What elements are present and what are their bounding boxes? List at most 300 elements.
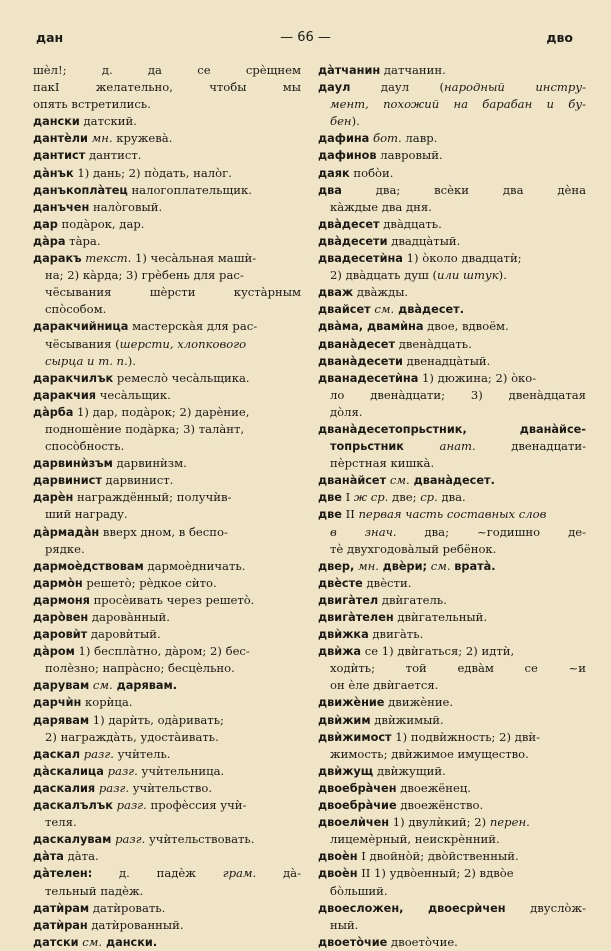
definition-text: двое, вдвоём.	[423, 319, 509, 334]
label-italic: мн.	[354, 558, 379, 573]
entry-line	[318, 524, 586, 541]
entry-line	[33, 729, 301, 746]
definition-text: просѐивать через решетò.	[89, 592, 255, 607]
entry-line	[33, 370, 301, 387]
entry-line	[318, 865, 586, 882]
headword: даяк	[318, 166, 350, 180]
entry-line	[33, 113, 301, 130]
definition-text: 1) бесплàтно, дàром; 2) бес-	[74, 644, 250, 659]
entry-line	[318, 558, 586, 575]
page-header	[0, 30, 611, 52]
entry-line	[318, 489, 586, 506]
entry-line	[318, 96, 586, 113]
definition-text: корѝца.	[81, 695, 133, 710]
definition-text: двàжды.	[353, 285, 409, 300]
definition-text: датский.	[79, 114, 137, 129]
label-italic: мент, похожий на барабан и бу-	[330, 97, 586, 112]
definition-text: ).	[127, 353, 136, 368]
definition-text: мастерскàя для рас-	[128, 319, 258, 334]
label-italic: народный инстру-	[444, 80, 586, 95]
definition-text: 1) дань; 2) пòдать, налòг.	[73, 165, 232, 180]
entry-line	[318, 541, 586, 558]
headword: дар	[33, 217, 58, 231]
label-italic: бен	[330, 114, 352, 129]
headword: дàра	[33, 234, 66, 248]
definition-text: I двойнòй; двòйственный.	[357, 849, 519, 864]
headword: дàскалица	[33, 764, 104, 778]
entry-line	[33, 301, 301, 318]
definition-text: двигàть.	[368, 627, 424, 642]
label-italic: в знач.	[330, 524, 397, 539]
headword: дарявам	[33, 713, 90, 727]
headword: дарчѝн	[33, 696, 82, 710]
headword: двигàтел	[318, 593, 379, 607]
entry-line	[318, 353, 586, 370]
headword: даскал	[33, 747, 81, 761]
entry-line	[318, 472, 586, 489]
definition-text: двуслòж-	[505, 900, 586, 915]
definition-text: датчанин.	[380, 63, 446, 77]
definition-text: теля.	[45, 815, 77, 830]
entry-line	[318, 284, 586, 301]
headword: дàтчанин	[318, 64, 381, 77]
entry-line	[33, 506, 301, 523]
entry-line	[318, 780, 586, 797]
headword: дàрба	[33, 405, 74, 419]
entry-line	[318, 79, 586, 96]
definition-text: подношѐние подàрка; 3) талàнт,	[45, 421, 245, 436]
entry-line	[318, 609, 586, 626]
definition-text: жимость; двѝжимое имущество.	[330, 746, 529, 761]
definition-text: вверх дном, в беспо-	[99, 524, 228, 539]
headword: двѝжущ	[318, 764, 374, 778]
headword: двоебрàчен	[318, 781, 397, 795]
entry-line	[318, 182, 586, 199]
definition-text: движѐние.	[384, 695, 454, 710]
headword: даскалувам	[33, 833, 112, 847]
entry-line	[33, 489, 301, 506]
entry-line	[318, 506, 586, 523]
entry-line	[33, 934, 301, 951]
definition-text: подàрок, дар.	[57, 216, 145, 231]
headword: дàрмадàн	[33, 525, 100, 539]
definition-text: учѝтельствовать.	[145, 832, 255, 847]
headword: дарвинист	[33, 474, 102, 488]
definition-text: двоежёнец.	[396, 780, 471, 795]
headword: дванàйсе-	[519, 422, 586, 436]
definition-text: дантист.	[85, 148, 142, 163]
entry-line	[33, 712, 301, 729]
headword: датѝрам	[33, 901, 90, 915]
entry-line	[318, 370, 586, 387]
headword: дàнък	[33, 166, 74, 180]
entry-line	[318, 421, 586, 438]
definition-text: учѝтельница.	[137, 763, 225, 778]
entry-line	[33, 62, 301, 79]
entry-line	[33, 797, 301, 814]
definition-text: учѝтельство.	[129, 780, 213, 795]
headword: дванадесетѝна	[318, 371, 419, 385]
headword: дармòн	[33, 576, 83, 590]
definition-text: II	[341, 507, 359, 522]
entry-line	[318, 694, 586, 711]
definition-text: двѝжимый.	[370, 712, 444, 727]
definition-text: даровàнный.	[88, 610, 170, 624]
definition-text: чёсывания (	[45, 336, 120, 351]
headword: топрьстник	[330, 440, 404, 454]
entry-line	[33, 643, 301, 660]
headword: двàма, двамѝна	[318, 320, 424, 334]
headword: две	[318, 491, 342, 505]
label-italic: разг.	[103, 763, 138, 778]
headword: дафина	[318, 132, 370, 146]
entry-line	[33, 182, 301, 199]
definition-text: ный.	[330, 917, 359, 932]
definition-text: 1) òколо двадцатѝ;	[402, 251, 522, 266]
entry-line	[33, 472, 301, 489]
headword: движѐние	[318, 696, 385, 710]
definition-text: ).	[498, 268, 507, 283]
headword: двѝжка	[318, 628, 369, 642]
label-italic: мн.	[87, 131, 113, 146]
entry-line	[33, 592, 301, 609]
definition-text: две;	[388, 490, 421, 505]
headword: даровѝт	[33, 628, 88, 642]
entry-line	[33, 694, 301, 711]
entry-line	[33, 165, 301, 182]
definition-text: 1) дарѝть, одàривать;	[89, 712, 224, 727]
headword: дванàдесетопрьстник,	[318, 422, 467, 436]
definition-text: два; всѐки два дѐна	[341, 182, 586, 197]
entry-line	[318, 626, 586, 643]
headword: двàдесет	[318, 217, 380, 231]
entry-line	[33, 917, 301, 934]
headword: двѐри;	[382, 559, 428, 573]
entry-line	[318, 917, 586, 934]
header-left-guide-word: дан	[36, 30, 64, 45]
definition-text: дармоѐдничать.	[143, 558, 246, 573]
entry-line	[33, 284, 301, 301]
definition-text: I	[341, 490, 354, 505]
definition-text: ходѝть; той едвàм се ~и	[330, 661, 586, 676]
headword: дванàдесети	[318, 354, 403, 368]
definition-text: датѝрованный.	[87, 917, 184, 932]
entry-line	[33, 233, 301, 250]
definition-text: кàждые два дня.	[330, 199, 432, 214]
entry-line	[33, 626, 301, 643]
label-italic: сырца и т. п.	[45, 353, 128, 368]
definition-text	[467, 422, 520, 436]
entry-line	[33, 763, 301, 780]
entry-line	[33, 267, 301, 284]
entry-line	[318, 592, 586, 609]
label-italic: грам.	[222, 866, 257, 881]
headword: даракчийница	[33, 320, 129, 334]
entry-line	[33, 387, 301, 404]
entry-line	[33, 130, 301, 147]
definition-text: ший награду.	[45, 507, 128, 522]
entry-line	[33, 318, 301, 335]
label-italic: перен.	[489, 815, 530, 830]
definition-text: рядке.	[45, 541, 85, 556]
entry-line	[318, 318, 586, 335]
entry-line	[33, 147, 301, 164]
headword: двѐсте	[318, 576, 363, 590]
definition-text: профѐссия учѝ-	[146, 798, 247, 813]
definition-text: двоежёнство.	[396, 798, 484, 813]
label-italic: см.	[370, 302, 395, 317]
entry-line	[318, 746, 586, 763]
headword: двоесрѝчен	[427, 901, 506, 915]
entry-line	[318, 267, 586, 284]
headword: дванàдесет	[318, 337, 396, 351]
definition-text: двѝгатель.	[378, 592, 447, 607]
entry-line	[33, 558, 301, 575]
headword: дарѐн	[33, 491, 74, 505]
entry-line	[318, 455, 586, 472]
headword: двоѐн	[318, 867, 358, 881]
entry-line	[33, 814, 301, 831]
definition-text: даул (	[350, 80, 445, 95]
definition-text: ).	[351, 114, 360, 129]
label-italic: анат.	[403, 439, 476, 454]
headword: дантѐли	[33, 132, 88, 146]
entry-line	[318, 575, 586, 592]
entry-line	[318, 660, 586, 677]
entry-line	[33, 900, 301, 917]
entry-line	[33, 79, 301, 96]
entry-line	[318, 763, 586, 780]
definition-text: на; 2) кàрда; 3) грѐбень для рас-	[45, 268, 244, 283]
entry-line	[33, 96, 301, 113]
definition-text: 2) награждàть, удостàивать.	[45, 729, 219, 744]
definition-text: 1) подвѝжность; 2) двѝ-	[391, 729, 541, 744]
entry-line	[318, 729, 586, 746]
entry-line	[318, 438, 586, 455]
headword: дански	[33, 115, 80, 129]
headword: две	[318, 508, 342, 522]
headword: даскалълък	[33, 799, 113, 813]
definition-text: налòговый.	[89, 199, 163, 214]
entry-line	[318, 814, 586, 831]
definition-text: лавровый.	[376, 148, 443, 163]
label-italic: разг.	[111, 832, 146, 847]
definition-text: двоетòчие.	[387, 934, 458, 949]
definition-text: кружевà.	[112, 131, 173, 146]
definition-text: II 1) удвòенный; 2) вдвòе	[357, 866, 514, 881]
definition-text: дòля.	[330, 404, 363, 419]
headword: дантист	[33, 149, 86, 163]
entry-line	[33, 575, 301, 592]
entry-line	[33, 216, 301, 233]
headword: дванàдесет.	[409, 474, 495, 488]
headword: дарявам.	[112, 679, 178, 693]
entry-line	[318, 831, 586, 848]
label-italic: разг.	[112, 798, 147, 813]
entry-line	[318, 113, 586, 130]
left-column	[33, 62, 301, 951]
entry-line	[318, 643, 586, 660]
entry-line	[318, 62, 586, 79]
headword: двѝжа	[318, 645, 362, 659]
entry-line	[33, 677, 301, 694]
label-italic: первая часть составных слов	[358, 507, 547, 522]
definition-text: двàдцать.	[379, 216, 442, 231]
definition-text: чесàльщик.	[96, 387, 171, 402]
entry-line	[318, 216, 586, 233]
entry-line	[318, 677, 586, 694]
headword: двàдесети	[318, 234, 388, 248]
entry-line	[318, 404, 586, 421]
definition-text: дарвинист.	[101, 473, 174, 488]
headword: датѝран	[33, 918, 88, 932]
definition-text: два.	[437, 490, 466, 505]
entry-line	[318, 848, 586, 865]
definition-text: се 1) двѝгаться; 2) идтѝ,	[361, 644, 515, 659]
definition-text: д. падѐж	[92, 866, 223, 881]
definition-text: двѝгательный.	[393, 610, 488, 624]
definition-text: полѐзно; напрàсно; бесцѐльно.	[45, 661, 235, 676]
headword: двѝжим	[318, 713, 371, 727]
definition-text: лицемѐрный, неискрѐнний.	[330, 832, 500, 847]
definition-text: побòи.	[349, 165, 394, 180]
headword: дваж	[318, 286, 354, 300]
definition-text: двенàдцать.	[395, 336, 472, 351]
headword: данъкоплàтец	[33, 183, 128, 197]
definition-text: дарвинѝзм.	[112, 456, 187, 471]
entry-line	[33, 831, 301, 848]
entry-line	[318, 199, 586, 216]
headword: двадесетѝна	[318, 252, 403, 266]
page-number: — 66 —	[280, 30, 331, 45]
definition-text: датѝровать.	[89, 900, 166, 915]
headword: двѝжимост	[318, 730, 392, 744]
entry-line	[33, 541, 301, 558]
entry-line	[33, 353, 301, 370]
definition-text: шѐл!; д. да се срѐщнем	[33, 63, 301, 77]
entry-line	[33, 609, 301, 626]
label-italic: разг.	[95, 780, 130, 795]
label-italic: см.	[78, 934, 103, 949]
label-italic: см.	[386, 473, 410, 488]
headword: два	[318, 183, 342, 197]
definition-text: 1) двулѝкий; 2)	[389, 815, 490, 830]
entry-line	[318, 233, 586, 250]
definition-text: спосòбность.	[45, 439, 125, 454]
entry-line	[33, 455, 301, 472]
headword: вратà.	[454, 559, 496, 573]
entry-line	[33, 524, 301, 541]
headword: двер,	[318, 559, 355, 573]
headword: дарòвен	[33, 611, 89, 624]
definition-text: пѐрстная кишкà.	[330, 456, 435, 471]
definition-text: он ѐле двѝгается.	[330, 678, 439, 693]
definition-text: 1) чесàльная машѝ-	[131, 251, 257, 266]
right-column	[318, 62, 586, 951]
definition-text: 1) дар, подàрок; 2) дарѐние,	[73, 404, 250, 419]
headword: данъчен	[33, 200, 90, 214]
entry-line	[33, 883, 301, 900]
label-italic: ж	[353, 490, 368, 505]
entry-line	[318, 712, 586, 729]
definition-text: тàра.	[65, 233, 101, 248]
headword: дарувам	[33, 679, 90, 693]
label-italic: текст.	[81, 251, 132, 266]
definition-text: два; ~годишно де-	[396, 524, 586, 539]
headword: двоѐн	[318, 850, 358, 864]
headword: двàдесет.	[394, 303, 465, 317]
label-italic: или штук	[437, 268, 499, 283]
entry-line	[318, 130, 586, 147]
entry-line	[33, 404, 301, 421]
definition-text: дàта.	[63, 849, 99, 864]
label-italic: ср.	[420, 490, 438, 505]
headword: дàром	[33, 645, 75, 659]
entry-line	[318, 797, 586, 814]
headword: дански.	[102, 935, 158, 949]
entry-line	[33, 336, 301, 353]
definition-text: тельный падѐж.	[45, 883, 144, 898]
definition-text: лавр.	[401, 131, 438, 146]
label-italic: см.	[430, 558, 451, 573]
label-italic: шерсти, хлопкового	[119, 336, 247, 351]
entry-line	[33, 421, 301, 438]
definition-text: даровѝтый.	[87, 627, 161, 642]
entry-line	[318, 387, 586, 404]
headword: двоебрàчие	[318, 799, 397, 813]
headword: дармоня	[33, 593, 90, 607]
entry-line	[33, 199, 301, 216]
entry-line	[318, 336, 586, 353]
headword: дарвинѝзъм	[33, 457, 113, 471]
label-italic: разг.	[80, 746, 114, 761]
definition-text: 1) дюжина; 2) òко-	[418, 370, 537, 385]
definition-text: спòсобом.	[45, 302, 107, 317]
headword: дàтелен:	[33, 867, 93, 881]
headword: даракъ	[33, 252, 82, 266]
definition-text: опять встретились.	[33, 97, 151, 112]
definition-text: тѐ двухгодовàлый ребёнок.	[330, 541, 497, 556]
entry-line	[33, 848, 301, 865]
label-italic: см.	[89, 678, 113, 693]
entry-line	[318, 147, 586, 164]
entry-line	[318, 900, 586, 917]
headword: двайсет	[318, 303, 371, 317]
definition-text: пакІ желательно, чтобы мы	[33, 80, 301, 95]
definition-text: двенадцати-	[475, 439, 586, 454]
headword: датски	[33, 935, 79, 949]
entry-line	[33, 250, 301, 267]
entry-line	[33, 780, 301, 797]
headword: дармоѐдствовам	[33, 559, 144, 573]
definition-text: ремеслò чесàльщика.	[113, 370, 250, 385]
headword: двоетòчие	[318, 935, 388, 949]
definition-text: двѐсти.	[362, 575, 412, 590]
entry-line	[318, 934, 586, 951]
headword: двигàтелен	[318, 611, 394, 624]
headword: двоелѝчен	[318, 816, 390, 830]
label-italic: бот.	[369, 131, 402, 146]
headword: дàта	[33, 850, 64, 864]
entry-line	[318, 301, 586, 318]
entry-line	[33, 660, 301, 677]
headword: дванàйсет	[318, 474, 387, 488]
label-italic: ср.	[370, 490, 389, 505]
definition-text: двадцàтый.	[387, 233, 461, 248]
definition-text: решетò; рѐдкое сѝто.	[82, 575, 217, 590]
headword: даскалия	[33, 781, 96, 795]
definition-text: двенадцàтый.	[402, 353, 491, 368]
